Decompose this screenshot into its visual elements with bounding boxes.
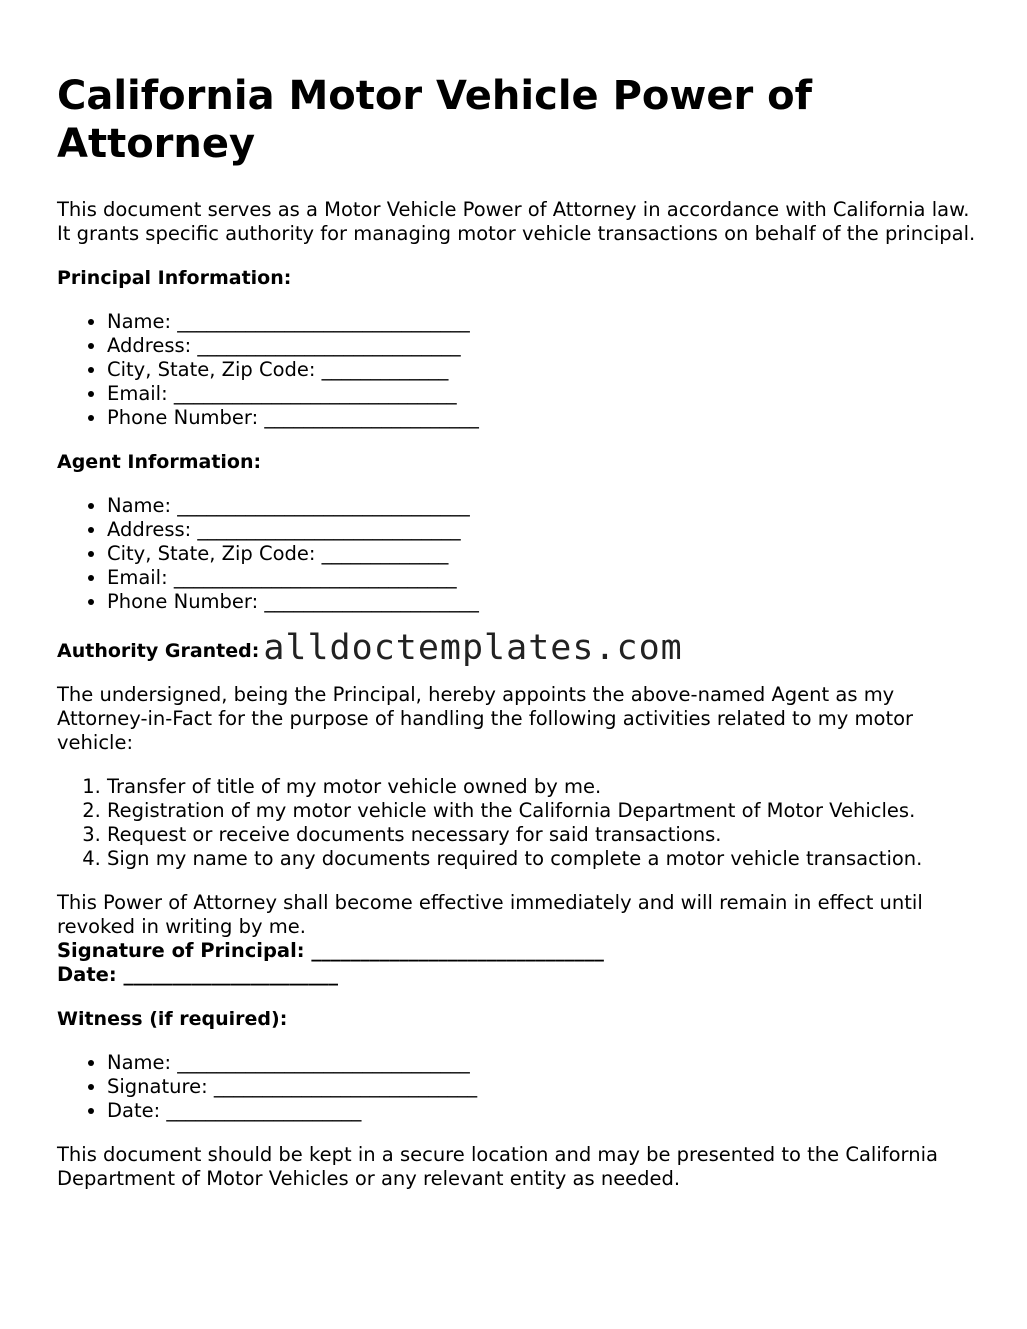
agent-city-field: • City, State, Zip Code: _____________ bbox=[107, 542, 977, 566]
date-line: Date: ______________________ bbox=[57, 963, 338, 986]
authority-item: 3. Request or receive documents necessary for said transactions. bbox=[107, 823, 977, 847]
authority-list bbox=[57, 775, 977, 871]
witness-name-field: • Name: ______________________________ bbox=[107, 1051, 977, 1075]
principal-city-field: • City, State, Zip Code: _____________ bbox=[107, 358, 977, 382]
watermark: alldoctemplates.com bbox=[263, 628, 683, 668]
principal-phone-field: • Phone Number: ______________________ bbox=[107, 406, 977, 430]
witness-signature-field: • Signature: ___________________________ bbox=[107, 1075, 977, 1099]
principal-name-field: • Name: ______________________________ bbox=[107, 310, 977, 334]
authority-item: 2. Registration of my motor vehicle with the California Department of Motor Vehicles. bbox=[107, 799, 977, 823]
principal-email-field: • Email: _____________________________ bbox=[107, 382, 977, 406]
principal-address-field: • Address: ___________________________ bbox=[107, 334, 977, 358]
agent-address-field: • Address: ___________________________ bbox=[107, 518, 977, 542]
principal-signature-line: Signature of Principal: ______________________________ bbox=[57, 939, 604, 962]
authority-item: 4. Sign my name to any documents required to complete a motor vehicle transaction. bbox=[107, 847, 977, 871]
agent-heading: Agent Information: bbox=[57, 451, 262, 473]
effective-paragraph: This Power of Attorney shall become effective immediately and will remain in effect until revoked in writing by me. bbox=[57, 891, 923, 938]
witness-list bbox=[57, 1051, 977, 1123]
intro-paragraph: This document serves as a Motor Vehicle Power of Attorney in accordance with California law. It grants specific authority for managing motor vehicle transactions on behalf of the principal. bbox=[57, 198, 976, 245]
authority-heading: Authority Granted: bbox=[57, 640, 260, 662]
document-page bbox=[57, 72, 977, 1191]
agent-list bbox=[57, 494, 977, 614]
witness-date-field: • Date: ____________________ bbox=[107, 1099, 977, 1123]
agent-name-field: • Name: ______________________________ bbox=[107, 494, 977, 518]
agent-email-field: • Email: _____________________________ bbox=[107, 566, 977, 590]
page-title: California Motor Vehicle Power of Attorney bbox=[57, 73, 812, 167]
principal-list bbox=[57, 310, 977, 430]
principal-heading: Principal Information: bbox=[57, 267, 292, 289]
closing-paragraph: This document should be kept in a secure location and may be presented to the California Department of Motor Vehicles or any relevant entity as needed. bbox=[57, 1143, 938, 1190]
authority-paragraph: The undersigned, being the Principal, hereby appoints the above-named Agent as my Attorney-in-Fact for the purpose of handling the following activities related to my motor vehicle: bbox=[57, 683, 914, 754]
witness-heading: Witness (if required): bbox=[57, 1008, 288, 1030]
agent-phone-field: • Phone Number: ______________________ bbox=[107, 590, 977, 614]
authority-item: 1. Transfer of title of my motor vehicle owned by me. bbox=[107, 775, 977, 799]
authority-heading-row bbox=[57, 628, 977, 668]
